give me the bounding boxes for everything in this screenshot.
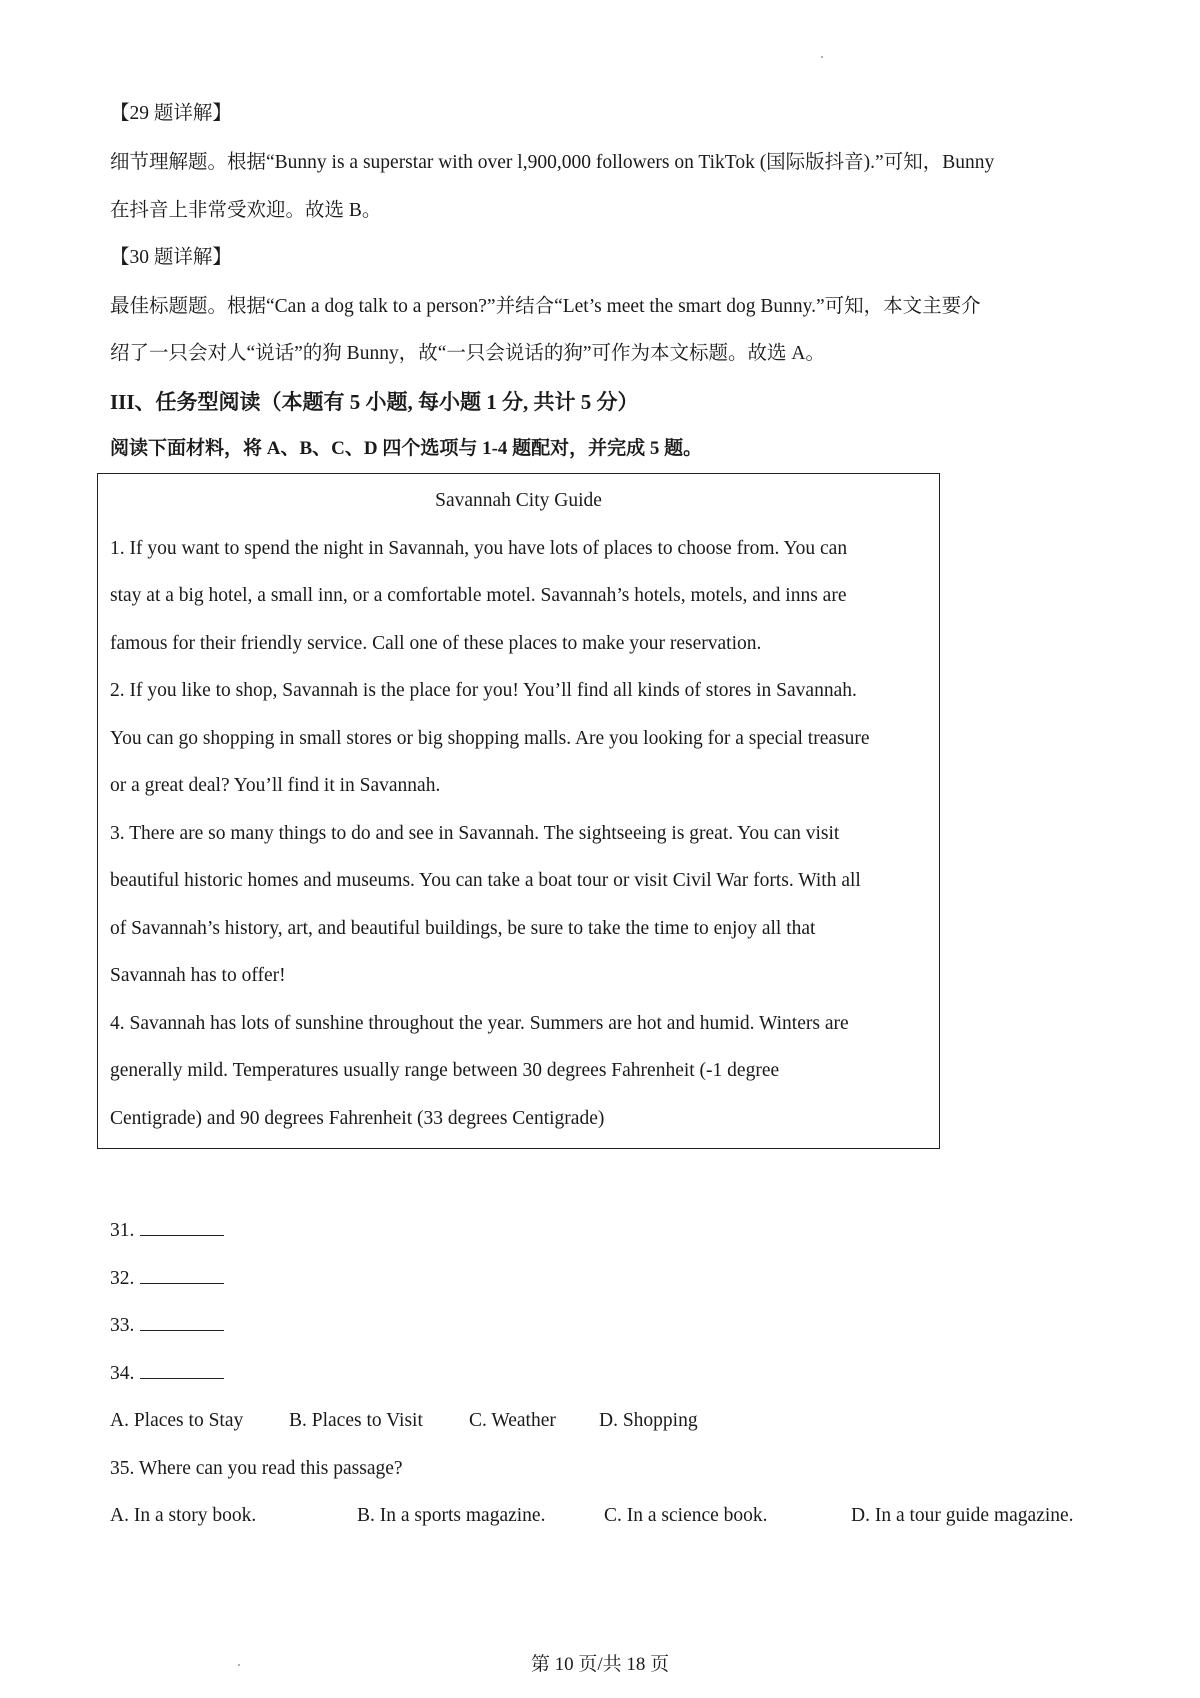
answer-blank-33[interactable] [140,1312,224,1331]
answer-blank-32[interactable] [140,1265,224,1284]
q29-explanation-line-1: 细节理解题。根据“Bunny is a superstar with over l,900,000 followers on TikTok (国际版抖音).”可知，Bunny [110,152,995,173]
question-34 [110,1360,224,1387]
passage-line: famous for their friendly service. Call one of these places to make your reservation. [110,633,762,654]
answer-blank-34[interactable] [140,1360,224,1379]
page-footer: 第 10 页/共 18 页 [530,1654,670,1675]
q35-option-a: A. In a story book. [110,1505,257,1526]
passage-title: Savannah City Guide [435,490,602,511]
passage-line: beautiful historic homes and museums. You can take a boat tour or visit Civil War forts. With all [110,870,861,891]
passage-line: Centigrade) and 90 degrees Fahrenheit (33 degrees Centigrade) [110,1108,605,1129]
passage-line: Savannah has to offer! [110,965,286,986]
passage-line: of Savannah’s history, art, and beautiful buildings, be sure to take the time to enjoy all that [110,918,816,939]
passage-line: 1. If you want to spend the night in Savannah, you have lots of places to choose from. You can [110,538,848,559]
matching-option-d: D. Shopping [599,1410,698,1431]
matching-option-c: C. Weather [469,1410,556,1431]
q35-option-c: C. In a science book. [604,1505,768,1526]
q35-option-d: D. In a tour guide magazine. [851,1505,1074,1526]
passage-line: stay at a big hotel, a small inn, or a comfortable motel. Savannah’s hotels, motels, and inns are [110,585,847,606]
passage-line: 2. If you like to shop, Savannah is the place for you! You’ll find all kinds of stores in Savannah. [110,680,857,701]
passage-line: 4. Savannah has lots of sunshine throughout the year. Summers are hot and humid. Winters are [110,1013,849,1034]
q35-option-b: B. In a sports magazine. [357,1505,546,1526]
question-31 [110,1217,224,1244]
passage-line: generally mild. Temperatures usually range between 30 degrees Fahrenheit (-1 degree [110,1060,780,1081]
q30-explanation-line-1: 最佳标题题。根据“Can a dog talk to a person?”并结合“Let’s meet the smart dog Bunny.”可知，本文主要介 [110,296,981,317]
passage-line: 3. There are so many things to do and see in Savannah. The sightseeing is great. You can visit [110,823,840,844]
matching-option-b: B. Places to Visit [289,1410,423,1431]
section-instruction: 阅读下面材料，将 A、B、C、D 四个选项与 1-4 题配对，并完成 5 题。 [110,438,703,459]
scan-speck [821,56,823,58]
q29-explanation-line-2: 在抖音上非常受欢迎。故选 B。 [110,200,382,221]
question-32-number: 32. [110,1268,135,1289]
passage-box [97,473,940,1149]
q30-heading: 【30 题详解】 [110,247,232,268]
question-33 [110,1312,224,1339]
question-33-number: 33. [110,1315,135,1336]
passage-line: or a great deal? You’ll find it in Savannah. [110,775,441,796]
answer-blank-31[interactable] [140,1217,224,1236]
q29-heading: 【29 题详解】 [110,103,232,124]
question-32 [110,1265,224,1292]
q30-explanation-line-2: 绍了一只会对人“说话”的狗 Bunny，故“一只会说话的狗”可作为本文标题。故选 A。 [110,343,825,364]
question-35: 35. Where can you read this passage? [110,1458,403,1479]
matching-option-a: A. Places to Stay [110,1410,244,1431]
scan-speck [238,1664,240,1666]
question-34-number: 34. [110,1363,135,1384]
section-title: III、任务型阅读（本题有 5 小题, 每小题 1 分, 共计 5 分） [110,390,639,414]
question-31-number: 31. [110,1220,135,1241]
passage-line: You can go shopping in small stores or big shopping malls. Are you looking for a special treasure [110,728,870,749]
